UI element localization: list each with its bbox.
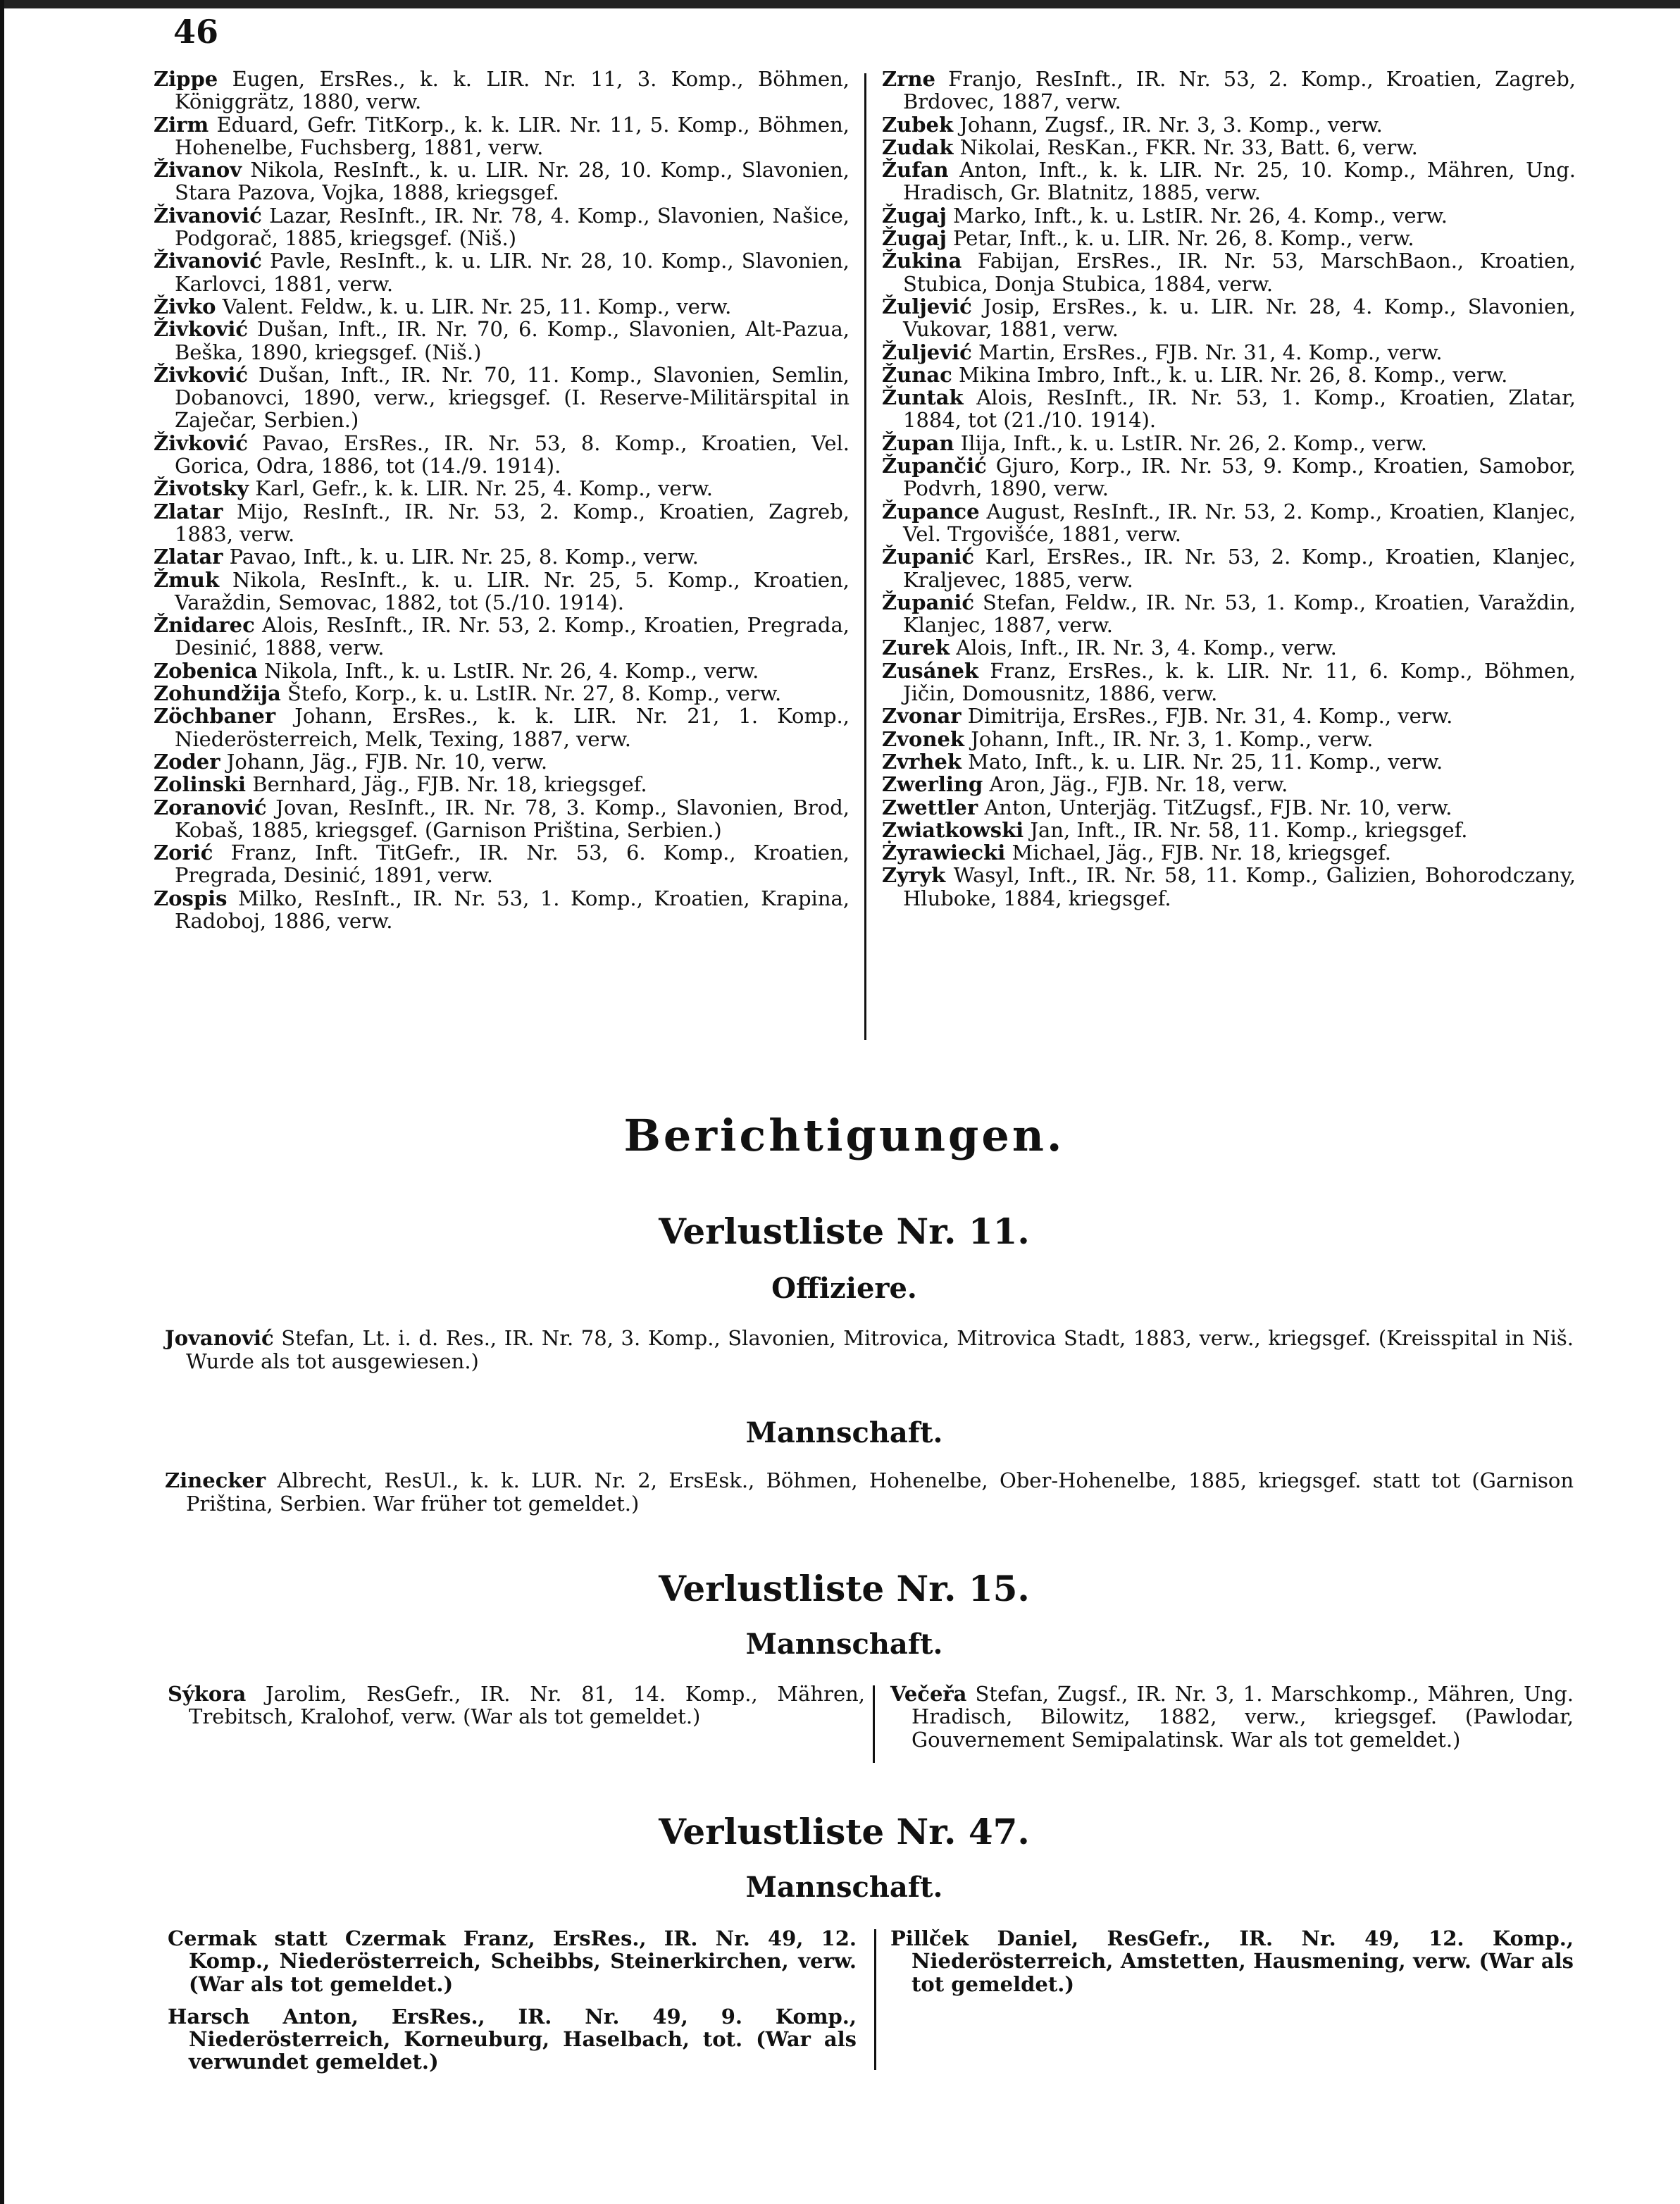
entry-name: Zvrhek [882,749,962,774]
list-entry [882,136,1576,159]
entry-name: Žugaj [882,203,947,228]
entry-name: Zrne [882,67,935,91]
entry-text: Nikola, ResInft., k. u. LIR. Nr. 25, 5. Komp., Kroatien, Varaždin, Semovac, 1882, tot (5./10. 1914). [175,567,850,614]
entry-name: Večeřa [890,1682,967,1706]
page-number: 46 [173,13,219,51]
entry-text: Jarolim, ResGefr., IR. Nr. 81, 14. Komp., Mähren, Trebitsch, Kralohof, verw. (War als tot gemeldet.) [189,1682,865,1729]
entry-name: Živanović [154,203,262,228]
entry-text: Dimitrija, ErsRes., FJB. Nr. 31, 4. Komp., verw. [961,704,1453,729]
entry-text: Franz, ErsRes., IR. Nr. 49, 12. Komp., Niederösterreich, Scheibbs, Steinerkirchen, verw. (War als tot gemeldet.) [189,1926,857,1996]
entry-name: Zlatar [154,499,223,524]
entry-text: Daniel, ResGefr., IR. Nr. 49, 12. Komp., Niederösterreich, Amstetten, Hausmening, verw. (War als tot gemeldet.) [911,1926,1574,1996]
entry-text: Ilija, Inft., k. u. LstIR. Nr. 26, 2. Komp., verw. [954,431,1427,455]
list-11-officer-entry [165,1327,1574,1373]
list-47-divider [874,1929,876,2070]
list-47-left-entries [168,1927,857,2074]
list-entry [154,887,850,933]
entry-name: Žuljević [882,294,972,318]
entry-name: Župančić [882,454,987,478]
entry-text: Dušan, Inft., IR. Nr. 70, 11. Komp., Slavonien, Semlin, Dobanovci, 1890, verw., kriegsgef. (I. Reserve-Militärspital in Zaječar, Serbien.) [175,362,850,433]
list-entry [882,796,1576,819]
entry-name: Harsch Anton [168,2004,351,2029]
right-column [882,68,1576,910]
entry-name: Županić [882,545,975,569]
entry-name: Zlatar [154,545,223,569]
entry-text: Josip, ErsRes., k. u. LIR. Nr. 28, 4. Komp., Slavonien, Vukovar, 1881, verw. [903,294,1576,342]
entry-text: Karl, ErsRes., IR. Nr. 53, 2. Komp., Kroatien, Klanjec, Kraljevec, 1885, verw. [903,545,1576,592]
list-entry [154,500,850,546]
entry-name: Zoranović [154,795,267,819]
entry-text: Stefan, Feldw., IR. Nr. 53, 1. Komp., Kroatien, Varaždin, Klanjec, 1887, verw. [903,590,1576,638]
entry-text: Johann, Inft., IR. Nr. 3, 1. Komp., verw. [964,726,1374,751]
list-11-heading: Verlustliste Nr. 11. [659,1211,1030,1252]
list-entry [882,341,1576,364]
list-entry [154,614,850,660]
list-entry [882,113,1576,136]
entry-name: Zoder [154,749,220,774]
entry-name: Zorić [154,841,213,865]
entry-text: Stefan, Zugsf., IR. Nr. 3, 1. Marschkomp., Mähren, Ung. Hradisch, Bilowitz, 1882, verw., kriegsgef. (Pawlodar, Gouvernement Semipalatinsk. War als tot gemeldet.) [911,1682,1574,1752]
list-entry [154,204,850,250]
list-entry [154,113,850,159]
entry-text: Petar, Inft., k. u. LIR. Nr. 26, 8. Komp., verw. [946,226,1414,251]
list-15-right-entry [890,1683,1574,1751]
entry-text: Fabijan, ErsRes., IR. Nr. 53, MarschBaon., Kroatien, Stubica, Donja Stubica, 1884, verw. [903,249,1576,296]
list-47-left-entry-2 [168,2005,857,2074]
entry-name: Živko [154,294,216,318]
list-11-men-subheading: Mannschaft. [745,1416,943,1449]
list-entry [882,204,1576,227]
list-entry [154,569,850,614]
entry-name: Zvonek [882,726,964,751]
column-divider [864,73,866,1040]
entry-name: Žuljević [882,340,972,364]
top-border [4,0,1680,8]
list-entry [882,705,1576,727]
entry-text: Wasyl, Inft., IR. Nr. 58, 11. Komp., Galizien, Bohorodczany, Hluboke, 1884, kriegsgef. [903,863,1576,910]
entry-name: Zwerling [882,772,983,797]
entry-name: Žugaj [882,226,947,251]
entry-name: Jovanović [165,1326,274,1350]
list-15-left-entry [168,1683,865,1728]
entry-name: Zirm [154,112,209,137]
entry-text: , ErsRes., IR. Nr. 49, 9. Komp., Niederösterreich, Korneuburg, Haselbach, tot. (War als verwundet gemeldet.) [189,2004,857,2074]
entry-text: Pavao, ErsRes., IR. Nr. 53, 8. Komp., Kroatien, Vel. Gorica, Odra, 1886, tot (14./9. 1914). [175,431,850,478]
list-entry [882,864,1576,910]
list-entry [154,68,850,113]
entry-name: Žukina [882,249,962,273]
list-entry [882,773,1576,795]
list-15-heading: Verlustliste Nr. 15. [659,1568,1030,1609]
list-11-men-entry [165,1469,1574,1516]
entry-text: Johann, Jäg., FJB. Nr. 10, verw. [220,749,548,774]
list-entry [882,750,1576,773]
list-entry [154,432,850,478]
entry-name: Zöchbaner [154,704,276,729]
entry-name: Žuntak [882,385,964,410]
entry-name: Żyrawiecki [882,841,1006,865]
entry-text: Gjuro, Korp., IR. Nr. 53, 9. Komp., Kroatien, Samobor, Podvrh, 1890, verw. [903,454,1576,501]
list-11-officers-subheading: Offiziere. [771,1272,917,1305]
entry-text: Mijo, ResInft., IR. Nr. 53, 2. Komp., Kroatien, Zagreb, 1883, verw. [175,499,850,546]
entry-text: Eugen, ErsRes., k. k. LIR. Nr. 11, 3. Komp., Böhmen, Königgrätz, 1880, verw. [175,67,850,114]
entry-text: Stefan, Lt. i. d. Res., IR. Nr. 78, 3. Komp., Slavonien, Mitrovica, Mitrovica Stadt, 1883, verw., kriegsgef. (Kreisspital in Niš. Wurde als tot ausgewiesen.) [186,1326,1574,1373]
list-entry [154,773,850,795]
entry-text: Karl, Gefr., k. k. LIR. Nr. 25, 4. Komp., verw. [249,476,713,501]
entry-name: Živković [154,431,248,455]
list-entry [882,660,1576,705]
list-entry [154,705,850,750]
entry-name: Zusánek [882,658,978,683]
list-entry [882,295,1576,341]
entry-name: Zwettler [882,795,978,819]
entry-name: Žnidarec [154,613,255,638]
list-15-men-subheading: Mannschaft. [745,1628,943,1661]
list-entry [882,227,1576,249]
entry-name: Zolinski [154,772,247,797]
entry-text: Albrecht, ResUl., k. k. LUR. Nr. 2, ErsEsk., Böhmen, Hohenelbe, Ober-Hohenelbe, 1885, kriegsgef. statt tot (Garnison Priština, Serbien. War früher tot gemeldet.) [186,1468,1574,1516]
entry-text: Alois, ResInft., IR. Nr. 53, 1. Komp., Kroatien, Zlatar, 1884, tot (21./10. 1914). [903,385,1576,433]
entry-text: Nikolai, ResKan., FKR. Nr. 33, Batt. 6, verw. [953,135,1418,159]
list-entry [882,454,1576,500]
list-47-heading: Verlustliste Nr. 47. [659,1811,1030,1852]
entry-text: Franjo, ResInft., IR. Nr. 53, 2. Komp., Kroatien, Zagreb, Brdovec, 1887, verw. [903,67,1576,114]
corrections-title: Berichtigungen. [623,1110,1065,1161]
entry-name: Zubek [882,112,954,137]
entry-text: Martin, ErsRes., FJB. Nr. 31, 4. Komp., verw. [971,340,1443,364]
list-entry [882,68,1576,113]
list-entry [154,750,850,773]
entry-name: Zvonar [882,704,962,729]
entry-text: Milko, ResInft., IR. Nr. 53, 1. Komp., Kroatien, Krapina, Radoboj, 1886, verw. [175,886,850,933]
entry-text: Alois, Inft., IR. Nr. 3, 4. Komp., verw. [950,636,1337,660]
entry-name: Zobenica [154,658,258,683]
entry-name: Župan [882,431,954,455]
list-entry [882,841,1576,864]
entry-name: Župance [882,499,980,524]
left-column [154,68,850,932]
entry-text: Štefo, Korp., k. u. LstIR. Nr. 27, 8. Komp., verw. [280,681,782,706]
entry-name: Živanov [154,158,242,182]
list-entry [882,159,1576,204]
entry-text: Franz, Inft. TitGefr., IR. Nr. 53, 6. Komp., Kroatien, Pregrada, Desinić, 1891, verw. [175,841,850,888]
entry-text: Alois, ResInft., IR. Nr. 53, 2. Komp., Kroatien, Pregrada, Desinić, 1888, verw. [175,613,850,660]
entry-name: Živković [154,362,248,387]
list-entry [154,318,850,364]
entry-name: Životsky [154,476,249,501]
entry-name: Sýkora [168,1682,247,1706]
list-entry [154,841,850,887]
entry-text: Jan, Inft., IR. Nr. 58, 11. Komp., kriegsgef. [1023,817,1468,842]
entry-name: Žmuk [154,567,220,592]
entry-name: Zyryk [882,863,946,888]
list-entry [154,660,850,682]
list-entry [882,364,1576,386]
list-entry [882,500,1576,546]
entry-text: Mato, Inft., k. u. LIR. Nr. 25, 11. Komp., verw. [961,749,1443,774]
entry-text: Anton, Inft., k. k. LIR. Nr. 25, 10. Komp., Mähren, Ung. Hradisch, Gr. Blatnitz, 1885, verw. [903,158,1576,205]
list-15-divider [873,1685,875,1763]
entry-text: Pavao, Inft., k. u. LIR. Nr. 25, 8. Komp., verw. [223,545,699,569]
list-entry [154,682,850,705]
list-entry [882,591,1576,637]
entry-name: Živković [154,317,248,342]
entry-text: August, ResInft., IR. Nr. 53, 2. Komp., Kroatien, Klanjec, Vel. Trgovišće, 1881, verw. [903,499,1576,546]
entry-text: Nikola, ResInft., k. u. LIR. Nr. 28, 10. Komp., Slavonien, Stara Pazova, Vojka, 1888, kriegsgef. [175,158,850,205]
list-entry [154,159,850,204]
entry-name: Županić [882,590,975,614]
entry-name: Živanović [154,249,262,273]
entry-text: Michael, Jäg., FJB. Nr. 18, kriegsgef. [1005,841,1391,865]
list-entry [154,796,850,842]
entry-text: Dušan, Inft., IR. Nr. 70, 6. Komp., Slavonien, Alt-Pazua, Beška, 1890, kriegsgef. (Niš.) [175,317,850,364]
list-entry [882,545,1576,591]
entry-text: Aron, Jäg., FJB. Nr. 18, verw. [983,772,1288,797]
entry-name: Zohundžija [154,681,281,706]
list-entry [882,249,1576,295]
entry-text: Franz, ErsRes., k. k. LIR. Nr. 11, 6. Komp., Böhmen, Jičin, Domousnitz, 1886, verw. [903,658,1576,706]
list-entry [154,364,850,432]
entry-name: Zurek [882,636,950,660]
list-entry [882,819,1576,841]
entry-text: Nikola, Inft., k. u. LstIR. Nr. 26, 4. Komp., verw. [257,658,759,683]
list-entry [882,728,1576,750]
entry-text: Lazar, ResInft., IR. Nr. 78, 4. Komp., Slavonien, Našice, Podgorač, 1885, kriegsgef. (Niš.) [175,203,850,251]
entry-name: Zospis [154,886,228,910]
entry-text: Marko, Inft., k. u. LstIR. Nr. 26, 4. Komp., verw. [946,203,1448,228]
entry-name: Žufan [882,158,949,182]
list-47-right-entry [890,1927,1574,1995]
entry-name: Zinecker [165,1468,266,1492]
list-entry [154,477,850,500]
entry-name: Cermak statt Czermak [168,1926,446,1950]
entry-text: Johann, Zugsf., IR. Nr. 3, 3. Komp., verw. [953,112,1383,137]
entry-name: Zudak [882,135,954,159]
entry-text: Pavle, ResInft., k. u. LIR. Nr. 28, 10. Komp., Slavonien, Karlovci, 1881, verw. [175,249,850,296]
list-47-men-subheading: Mannschaft. [745,1871,943,1904]
entry-text: Eduard, Gefr. TitKorp., k. k. LIR. Nr. 11, 5. Komp., Böhmen, Hohenelbe, Fuchsberg, 1881, verw. [175,112,850,159]
list-entry [882,432,1576,454]
entry-text: Bernhard, Jäg., FJB. Nr. 18, kriegsgef. [246,772,647,797]
list-entry [882,386,1576,432]
list-entry [154,295,850,318]
entry-text: Mikina Imbro, Inft., k. u. LIR. Nr. 26, 8. Komp., verw. [952,362,1508,387]
entry-text: Jovan, ResInft., IR. Nr. 78, 3. Komp., Slavonien, Brod, Kobaš, 1885, kriegsgef. (Garnison Priština, Serbien.) [175,795,850,842]
entry-name: Zippe [154,67,218,91]
list-entry [154,249,850,295]
list-entry [882,636,1576,659]
entry-name: Zwiatkowski [882,817,1024,842]
list-entry [154,545,850,568]
entry-text: Anton, Unterjäg. TitZugsf., FJB. Nr. 10, verw. [978,795,1452,819]
entry-text: Valent. Feldw., k. u. LIR. Nr. 25, 11. Komp., verw. [216,294,732,318]
list-47-left-entry-1 [168,1927,857,1995]
entry-name: Pillček [890,1926,969,1950]
entry-name: Žunac [882,362,952,387]
entry-text: Johann, ErsRes., k. k. LIR. Nr. 21, 1. Komp., Niederösterreich, Melk, Texing, 1887, verw. [175,704,850,751]
